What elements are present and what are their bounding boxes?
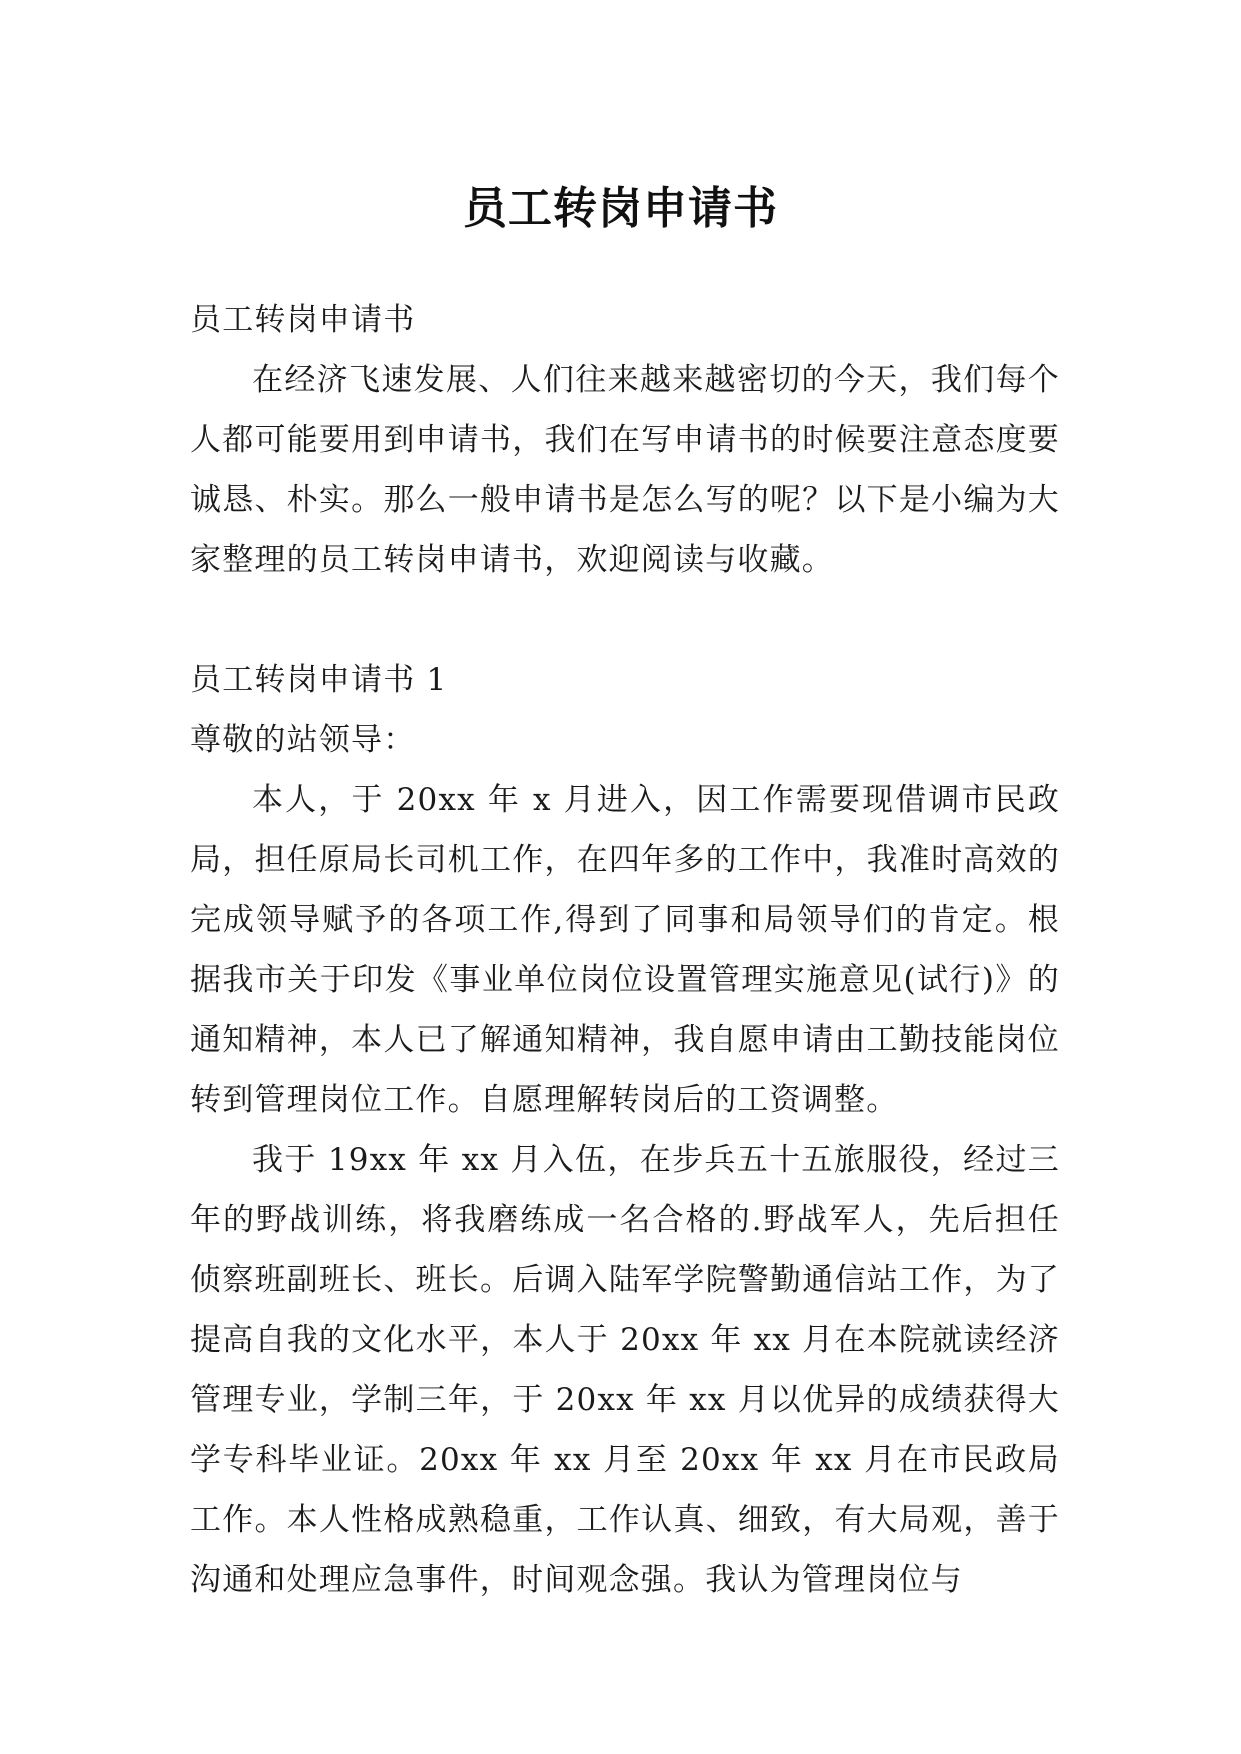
section-heading: 员工转岗申请书 1 bbox=[190, 662, 448, 698]
salutation: 尊敬的站领导： bbox=[190, 722, 416, 758]
body-paragraph-1: 本人，于 20xx 年 x 月进入，因工作需要现借调市民政局，担任原局长司机工作，在四年多的工作中，我准时高效的完成领导赋予的各项工作,得到了同事和局领导们的肯定。根据我市关于印发《事业单位岗位设置管理实施意见(试行)》的通知精神，本人已了解通知精神，我自愿申请由工勤技能岗位转到管理岗位工作。自愿理解转岗后的工资调整。 bbox=[190, 782, 1060, 1118]
subtitle: 员工转岗申请书 bbox=[190, 302, 416, 338]
page-title: 员工转岗申请书 bbox=[463, 183, 778, 235]
body-paragraph-2: 我于 19xx 年 xx 月入伍，在步兵五十五旅服役，经过三年的野战训练，将我磨练成一名合格的.野战军人，先后担任侦察班副班长、班长。后调入陆军学院警勤通信站工作，为了提高自我的文化水平，本人于 20xx 年 xx 月在本院就读经济管理专业，学制三年，于 20xx 年 xx 月以优异的成绩获得大学专科毕业证。20xx 年 xx 月至 20xx 年 xx 月在市民政局工作。本人性格成熟稳重，工作认真、细致，有大局观，善于沟通和处理应急事件，时间观念强。我认为管理岗位与 bbox=[190, 1142, 1060, 1598]
document-body bbox=[190, 290, 1060, 1610]
intro-paragraph: 在经济飞速发展、人们往来越来越密切的今天，我们每个人都可能要用到申请书，我们在写申请书的时候要注意态度要诚恳、朴实。那么一般申请书是怎么写的呢？以下是小编为大家整理的员工转岗申请书，欢迎阅读与收藏。 bbox=[190, 362, 1060, 578]
section-spacer bbox=[190, 590, 1060, 650]
